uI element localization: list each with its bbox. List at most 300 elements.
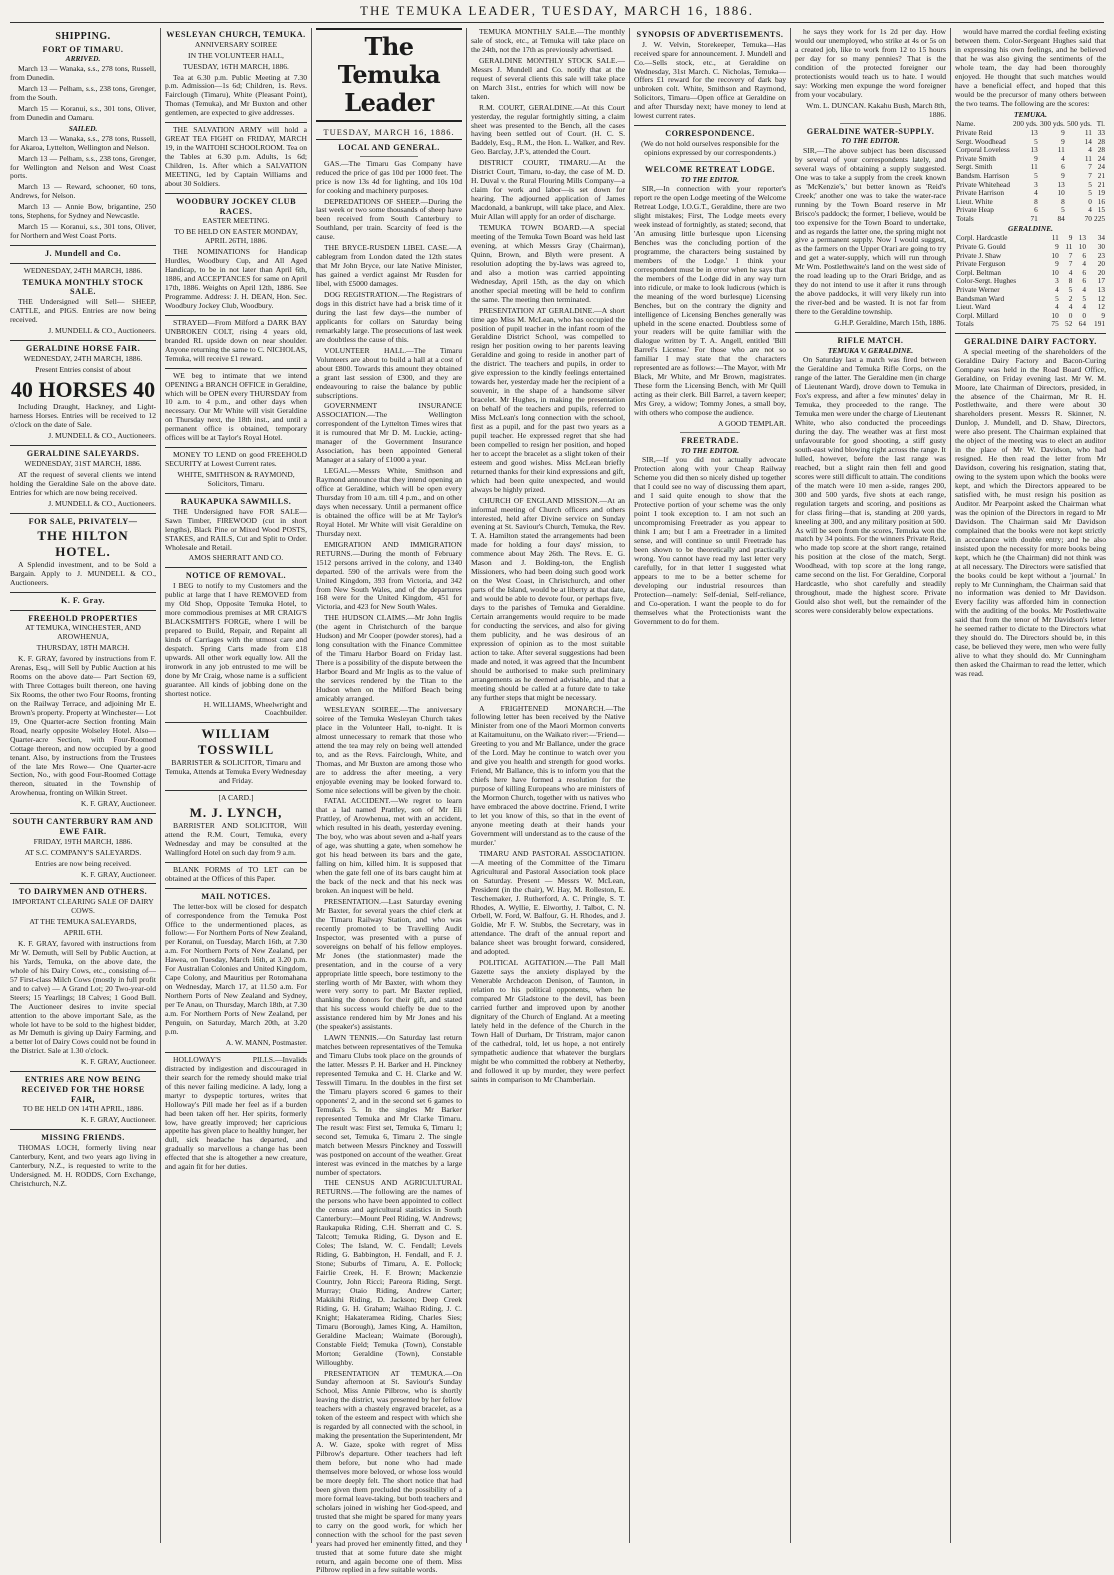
horse-fair-date: WEDNESDAY, 24TH MARCH, 1886. <box>10 355 156 364</box>
dairy-date: APRIL 6TH. <box>10 929 156 938</box>
news-item: CHURCH OF ENGLAND MISSION.—At an informal meeting of Church officers and others interested, held after Divine service on Sunday evening at St. Saviour's Church, Temuka, the Rev. T. A. Hamilton stated the arrangements had been made for holding a four days' mission, to commence about May 26th. The Revs. E. G. Mason and J. Bolding-ton, the English Missioners, who had been doing such good work on the West Coast, in Christchurch, and other parts of the Island, would be at liberty at that date, and would be able to devote four, or perhaps five, days to the parishes of Temuka and Geraldine. Certain arrangements would require to be made for conducting the services, and also for giving them publicity, and he was desirous of an expression of opinion as to the most suitable action to take. After several suggestions had been made and noted, it was agreed that the Incumbent should be authorised to make such preliminary arrangements as he deemed advisable, and that a meeting should be called at a future date to take any further steps that might be necessary. <box>471 497 625 703</box>
score-cell: 17 <box>1087 277 1106 286</box>
temuka-team-label: TEMUKA. <box>955 111 1106 120</box>
divider <box>165 193 307 194</box>
score-cell: 6 <box>1012 206 1039 215</box>
divider <box>10 245 156 246</box>
score-cell: 14 <box>1066 138 1093 147</box>
score-header: 500 yds. <box>1066 120 1093 129</box>
score-cell: 52 <box>1060 320 1074 329</box>
news-item: TEMUKA MONTHLY SALE.—The monthly sale of stock, etc., at Temuka will take place on the 24th, not the 17th as previously advertised. <box>471 28 625 55</box>
freetrade-signature: Wm. L. DUNCAN. Kakahu Bush, March 8th, 1886. <box>795 102 946 120</box>
horse-fair-heading: GERALDINE HORSE FAIR. <box>10 344 156 354</box>
score-cell: 5 <box>1073 295 1087 304</box>
score-cell: 8 <box>1060 277 1074 286</box>
mundell-heading: J. Mundell and Co. <box>10 249 156 259</box>
score-cell: 5 <box>1066 181 1093 190</box>
score-cell: 4 <box>1073 286 1087 295</box>
news-item: DEPREDATIONS OF SHEEP.—During the last week or two some thousands of sheep have been received from South Canterbury to Southland, per train. Scarcity of feed is the cause. <box>316 198 462 243</box>
rifle-match-continued: would have marred the cordial feeling existing between them. Color-Sergeant Hughes said that in expressing his own feelings, and he believed that he was also giving the sentiments of the whole team, the day had been thoroughly enjoyed. He thought that such matches would have a beneficial effect, and hoped that this would be the precursor of many others between the two teams. The following are the scores: <box>955 28 1106 109</box>
score-cell: Corpl. Beltman <box>955 269 1046 278</box>
divider <box>680 161 741 162</box>
score-cell: Sergt. Woodhead <box>955 138 1012 147</box>
score-cell: 0 <box>1073 312 1087 321</box>
arrived-label: ARRIVED. <box>10 55 156 64</box>
column-6 <box>795 28 946 1543</box>
score-cell: 9 <box>1046 260 1060 269</box>
news-item: FATAL ACCIDENT.—We regret to learn that a lad named Prattley, son of Mr Eli Prattley, of Arowhenua, met with an accident, which resulted in his death, yesterday evening. The boy, who was about seven and a-half years of age, was shutting a gate, when somehow he got his head between its bars and the gate, falling on him, killed him. It is supposed that when the gate fell one of its bars caught him at the back of the neck and that his neck was broken. An inquest will be held. <box>316 797 462 895</box>
holloway-advert: HOLLOWAY'S PILLS.—Invalids distracted by indigestion and discouraged in their search for the remedy should make trial of this never failing medicine. A lady, long a martyr to dyspeptic tortures, writes that Holloway's Pill made her feel as if a burden had been taken off her. Her spirits, formerly low, have greatly improved; her capricious appetite has given place to healthy hunger, her dull, sick headache has departed, and gradually so marvellous a change has been effected that she is altogether a new creature, and again fit for her duties. <box>165 1056 307 1172</box>
ram-fair-place: AT S.C. COMPANY'S SALEYARDS. <box>10 849 156 858</box>
score-cell: Private Smith <box>955 155 1012 164</box>
water-supply-signature: G.H.P. Geraldine, March 15th, 1886. <box>795 319 946 328</box>
horse-fair-signature: J. MUNDELL & CO., Auctioneers. <box>10 432 156 441</box>
freehold-body: K. F. GRAY, favored by instructions from F. Arenas, Esq., will Sell by Public Auction at his Rooms on the above date— Part Section 69, with Three Cottages built thereon, one having Six Rooms, the other two Four Rooms, fronting on the Railway Terrace, and adjoining Mr E. Brown's property. Property at Winchester— Lot 19, One Quarter-acre Section fronting Main Road, nearly opposite Wolseley Hotel. Also— Quarter-acre Section, with Four-Roomed Cottage thereon, and now occupied by a good tenant. Also, by instructions from the Trustees of the late Mrs Rowe— One Quarter-acre Section, No., with good Four-Roomed Cottage thereon, situated in the Township of Arowhenua, fronting on Wilkin Street. <box>10 655 156 798</box>
raukapuka-heading: RAUKAPUKA SAWMILLS. <box>165 497 307 507</box>
freetrade-letter: SIR,—If you did not actually advocate Protection along with your Cheap Railway Scheme you did then so nicely dished up together that I could see no way of discussing them apart, and I said quite enough to show that the Protective portion of your scheme was the only point I took exception to. I am not such an uncompromising Freetrader as you appear to think I am; but I am a Freetrader in a limited sense, and will continue so until Freetrade has been shown to be theoretically and practically wrong. You cannot have read my last letter very carefully, for in that letter I suggested what appears to me to be a better scheme for developing our industrial resources than Protection—namely: Self-denial, Self-reliance, and Co-operation. I want the people to do for themselves what the Protectionists want the Government to do for them. <box>634 456 786 626</box>
score-cell: Color-Sergt. Hughes <box>955 277 1046 286</box>
score-cell: 4 <box>1073 260 1087 269</box>
score-cell: Lieut. White <box>955 198 1012 207</box>
woodbury-held: TO BE HELD ON EASTER MONDAY, APRIL 26TH, 1886. <box>165 228 307 246</box>
divider <box>10 445 156 446</box>
column-rule <box>466 28 467 1543</box>
saleyards-signature: J. MUNDELL & CO., Auctioneers. <box>10 500 156 509</box>
score-cell: Private Harrison <box>955 189 1012 198</box>
score-cell: Corpl. Hardcastle <box>955 234 1046 243</box>
shipping-entry: March 13 — Wanaka, s.s., 278 tons, Russell, for Akaroa, Lyttelton, Wellington and Nelson. <box>10 135 156 153</box>
news-item: GOVERNMENT INSURANCE ASSOCIATION.—The Wellington correspondent of the Lyttelton Times wires that it is rumoured that Mr D. M. Luckie, acting-manager of the Government Insurance Association, has been appointed General Manager at a salary of £1000 a year. <box>316 402 462 465</box>
score-totals-row <box>955 320 1106 329</box>
ram-fair-signature: K. F. GRAY, Auctioneer. <box>10 871 156 880</box>
shipping-heading: SHIPPING. <box>10 31 156 43</box>
welcome-retreat-heading: WELCOME RETREAT LODGE. <box>634 165 786 175</box>
freehold-signature: K. F. GRAY, Auctioneer. <box>10 800 156 809</box>
wesleyan-heading: WESLEYAN CHURCH, TEMUKA. <box>165 30 307 40</box>
news-item: POLITICAL AGITATION.—The Pall Mall Gazette says the anxiety displayed by the Venerable Archdeacon Denison, of Taunton, in relation to his political opponents, when he compared Mr Gladstone to the devil, has been carried further and improved upon by another dignitary of the Church of England. At a meeting lately held in the defence of the Church in the Town Hall of Durham, Dr Tristram, major canon of the cathedral, told, let us hope, a not entirely sympathetic audience that whatever the burglars might be who committed the robbery at Netherby, and followed it up by murder, they were perfect saints in comparison to Mr Chamberlain. <box>471 959 625 1084</box>
wesleyan-date: TUESDAY, 16TH MARCH, 1886. <box>165 63 307 72</box>
divider <box>165 493 307 494</box>
news-item: GERALDINE MONTHLY STOCK SALE.—Messrs J. Mundell and Co. notify that at the request of several clients this sale will take place on March 31st., entries for which will now be taken. <box>471 57 625 102</box>
divider <box>165 790 307 791</box>
score-cell: Private Heap <box>955 206 1012 215</box>
score-cell: 7 <box>1066 172 1093 181</box>
woodbury-subheading: EASTER MEETING. <box>165 217 307 226</box>
score-cell: 9 <box>1039 129 1066 138</box>
saleyards-heading: GERALDINE SALEYARDS. <box>10 449 156 459</box>
ram-fair-heading: SOUTH CANTERBURY RAM AND EWE FAIR. <box>10 817 156 836</box>
score-cell: 4 <box>1060 269 1074 278</box>
issue-date: TUESDAY, MARCH 16, 1886. <box>316 125 462 140</box>
shipping-entry: March 13 — Annie Bow, brigantine, 250 tons, Stephens, for Sydney and Newcastle. <box>10 203 156 221</box>
score-cell: 16 <box>1093 198 1106 207</box>
dairy-subheading: IMPORTANT CLEARING SALE OF DAIRY COWS. <box>10 898 156 916</box>
score-cell: Private J. Shaw <box>955 252 1046 261</box>
score-cell: 12 <box>1087 303 1106 312</box>
dairy-place: AT THE TEMUKA SALEYARDS, <box>10 918 156 927</box>
saleyards-body: AT the request of several clients we intend holding the Geraldine Sale on the above date. Entries for which are now being received. <box>10 471 156 498</box>
score-cell: 9 <box>1060 234 1074 243</box>
divider <box>165 567 307 568</box>
score-cell: 12 <box>1087 295 1106 304</box>
freetrade-heading: FREETRADE. <box>634 436 786 446</box>
score-cell: 5 <box>1039 206 1066 215</box>
freehold-date: THURSDAY, 18TH MARCH. <box>10 644 156 653</box>
column-2 <box>165 28 307 1543</box>
score-cell: Totals <box>955 320 1046 329</box>
score-cell: Private Reid <box>955 129 1012 138</box>
news-item: DOG REGISTRATION.—The Registrars of dogs in this district have had a brisk time of it during the last few days—the number of applicants for collars on Saturday being remarkably large. The prosecutions of last week are doubtless the cause of this. <box>316 291 462 345</box>
strayed-notice: STRAYED—From Milford a DARK BAY UNBROKEN COLT, rising 4 years old, branded RL upside down on near shoulder. Anyone returning the same to C. NICHOLAS, Temuka, will receive £1 reward. <box>165 319 307 364</box>
rifle-match-report: On Saturday last a match was fired between the Geraldine and Temuka Rifle Corps, on the range of the latter. The Geraldine men (in charge of Lieutenant Ward), drove down to Temuka in Fox's express, and after a few minutes' delay in Temuka, they proceeded to the range. The Temuka men were under the charge of Lieutenant White, who also conducted the proceedings during the day. The weather was at first most unfavourable for good shooting, a stiff gusty south-east wind blowing right across the range. It lulled, however, before the last range was reached, but a slight rain then fell and good scores were still difficult to attain. The conditions of the match were 10 men a-side, ranges 200, 300 and 500 yards, five shots at each range, regulation targets and scoring, and positions as for class firing—that is, standing at 200 yards, kneeling at 300, and any military position at 500. As will be seen from the scores, Temuka won the match by 34 points. For the winners Private Reid, who made top score at the short range, retained his position at the close of the match, Sergt. Woodhead, with top score at the long range, came second on the list. For Geraldine, Corporal Hardcastle, who shot carefully and steadily throughout, made the highest score. Private Gould also shot well, but the remainder of the scores were considerably below expectations. <box>795 356 946 616</box>
score-cell: 13 <box>1039 181 1066 190</box>
dairy-factory-report: A special meeting of the shareholders of the Geraldine Dairy Factory and Bacon-Curing Company was held in the Road Board Office, Geraldine, on Friday evening last. Mr W. M. Moore, late Chairman of Directors, presided, in the absence of the Chairman, Mr R. H. Postlethwaite, and there were about 30 shareholders present. Messrs R. Skinner, N. Dunlop, J. Mundell, and D. Shaw, Directors, were also present. The Chairman explained that the object of the meeting was to elect an auditor in the place of Mr W. Davidson, who had resigned. He then read the letter from Mr Davidson, covering his resignation, stating that, owing to the system upon which the books were kept, and which the Directors appeared to be satisfied with, he must resign his position as Auditor. Mr Pearpoint asked the Chairman what was the opinion of the Directors in regard to Mr Davidson. The Chairman said Mr Davidson complained that the books were not kept strictly in accordance with double entry; and he also insisted upon the necessity for more books being kept, which he (the Chairman) did not think was at all necessary. The Directors were satisfied that the books could be kept without a 'journal.' In reply to Mr Cunningham, the Chairman said that no information was denied to Mr Davidson. Every facility was afforded him in connection with the auditing of the books. Mr Postlethwaite said that from the tenor of Mr Davidson's letter he seemed rather to dictate to the Directors what they should do. The Directors should be, in this case, be believed they were, men who were fully alive to what they should do. Mr Cunningham then asked the Chairman to read the letter, which was read. <box>955 348 1106 679</box>
column-rule <box>311 28 312 1543</box>
money-to-lend: MONEY TO LEND on good FREEHOLD SECURITY at Lowest Current rates. <box>165 451 307 469</box>
score-cell: 13 <box>1012 129 1039 138</box>
hilton-hotel-title: THE HILTON HOTEL. <box>10 528 156 559</box>
shipping-entry: March 13 — Pelham, s.s., 238 tons, Grenger, for Wellington and Nelson and West Coast ports. <box>10 155 156 182</box>
divider <box>10 1129 156 1130</box>
divider <box>680 432 741 433</box>
score-cell: 10 <box>1073 243 1087 252</box>
horse-count: 40 HORSES 40 <box>10 377 156 403</box>
divider <box>10 592 156 593</box>
shipping-entry: March 13 — Reward, schooner, 60 tons, Andrews, for Nelson. <box>10 183 156 201</box>
score-cell: 24 <box>1093 155 1106 164</box>
removal-signature: H. WILLIAMS, Wheelwright and Coachbuilder. <box>165 701 307 719</box>
divider <box>955 333 1106 334</box>
news-item: LAWN TENNIS.—On Saturday last return matches between representatives of the Temuka and Timaru Clubs took place on the grounds of the latter. Messrs P. H. Barker and H. Pinckney represented Temuka and C. H. Clarke and W. Tesswill Timaru. In the doubles in the first set the Timaru players scored 6 games to their opponents' 2, and in the second set 6 games to Temuka's 5. In the singles Mr Barker represented Temuka and Mr Clarke Timaru. The result was: First set, Temuka 6, Timaru 1; second set, Temuka 6, Timaru 2. The single match between Messrs Pinckney and Tosswill was postponed on account of the weather. Great interest was evinced in the matches by a large number of spectators. <box>316 1034 462 1177</box>
shipping-entry: March 13 — Wanaka, s.s., 278 tons, Russell, from Dunedin. <box>10 65 156 83</box>
score-cell: 4 <box>1073 303 1087 312</box>
score-cell: 13 <box>1073 234 1087 243</box>
score-cell: 4 <box>1066 146 1093 155</box>
synopsis-heading: SYNOPSIS OF ADVERTISEMENTS. <box>634 30 786 40</box>
score-cell: 8 <box>1012 198 1039 207</box>
score-cell: 84 <box>1039 215 1066 224</box>
score-cell: 70 <box>1066 215 1093 224</box>
divider <box>165 888 307 889</box>
score-cell: 5 <box>1012 138 1039 147</box>
column-7 <box>955 28 1106 1543</box>
horse-fair-intro: Present Entries consist of about <box>10 366 156 375</box>
score-cell: 9 <box>1039 138 1066 147</box>
score-cell: 64 <box>1073 320 1087 329</box>
score-cell: 9 <box>1046 243 1060 252</box>
dairy-factory-heading: GERALDINE DAIRY FACTORY. <box>955 337 1106 347</box>
score-cell: 10 <box>1046 312 1060 321</box>
news-item: PRESENTATION AT TEMUKA.—On Sunday afternoon at St. Saviour's Sunday School, Miss Annie Pilbrow, who is shortly leaving the district, was presented by her fellow teachers with a chastely engraved bracelet, as a token of the esteem and respect with which she is regarded by all connected with the school, in making the presentation the Superintendent, Mr A. W. Gaze, spoke with regret of Miss Pilbrow's departure. Other teachers had left them before, but none who had made themselves more beloved, or whose loss would be more deeply felt. The short notice that had been given them precluded the possibility of a more formal leave-taking, but both teachers and scholars joined in wishing her God-speed, and trusted that she might be spared for many years to carry on the good work, for which her connection with the school for the past seven years had proved her eminently fitted, and they trusted that at some future date she might return, and again become one of them. Miss Pilbrow replied in a few suitable words. <box>316 1370 462 1575</box>
stock-sale-date: WEDNESDAY, 24TH MARCH, 1886. <box>10 267 156 276</box>
branch-office-notice: WE beg to intimate that we intend OPENING a BRANCH OFFICE in Geraldine, which will be OPEN every THURSDAY from 10 a.m. to 4 p.m., and other days when necessary. Our Mr White will visit Geraldine on Thursday next, the 18th inst., and until a permanent office is obtained, temporary offices will be at Taylor's Royal Hotel. <box>165 372 307 444</box>
entries-heading: ENTRIES ARE NOW BEING RECEIVED FOR THE HORSE FAIR, <box>10 1075 156 1104</box>
stock-sale-heading: TEMUKA MONTHLY STOCK SALE. <box>10 278 156 297</box>
temuka-score-table <box>955 120 1106 223</box>
saleyards-date: WEDNESDAY, 31ST MARCH, 1886. <box>10 460 156 469</box>
divider <box>165 122 307 123</box>
wesleyan-subheading: ANNIVERSARY SOIREE <box>165 41 307 50</box>
card-label: [A CARD.] <box>165 794 307 803</box>
score-header: Tl. <box>1093 120 1106 129</box>
score-cell: 4 <box>1012 189 1039 198</box>
score-cell: 20 <box>1087 260 1106 269</box>
raukapuka-signature: AMOS SHERRATT AND CO. <box>165 554 307 563</box>
divider <box>10 340 156 341</box>
water-supply-letter: SIR,—The above subject has been discussed by several of your correspondents lately, and several ways of obtaining a supply suggested. One was to take a supply from the creek known as 'McKenzie's,' but better known as 'Reid's Creek;' another one was to take the water-race running by the Town Board reserve in Mr Brisco's paddock; the former, I believe, would be too expensive for the Town Board to undertake, and as regards the latter one, the spring might not give a permanent supply. Now I would suggest, as the farmers on the Upper Orari are going to try and get a water-supply, which will run through Mr Wm. Postlethwaite's land on the west side of the road leading up to the Orari Bridge, and as they do not intend to use it after it runs through the above paddocks, it will very likely run into the river-bed and be wasted. It is not far from there to the Geraldine township. <box>795 147 946 317</box>
divider <box>165 722 307 723</box>
removal-heading: NOTICE OF REMOVAL. <box>165 571 307 581</box>
freehold-places: AT TEMUKA, WINCHESTER, AND AROWHENUA, <box>10 624 156 642</box>
score-cell: 24 <box>1093 163 1106 172</box>
score-cell: 23 <box>1087 252 1106 261</box>
score-cell: 7 <box>1060 260 1074 269</box>
score-cell: 5 <box>1046 295 1060 304</box>
port-heading: FORT OF TIMARU. <box>10 45 156 55</box>
news-item: TIMARU AND PASTORAL ASSOCIATION.—A meeting of the Committee of the Timaru Agricultural and Pastoral Association took place on Saturday. Present — Messrs W. McLean, President (in the chair), W. Hay, M. Rolleston, E. Teschemaker, J. Rutherford, A. C. Pringle, S. T. Rhodes, A. Wyllie, E. Elworthy, J. Talbot, C. N. Orbell, W. Ford, W. Balfour, G. H. Rhodes, and J. Goldie, Mr F. W. Stubbs, the Secretary, was in attendance. The draft of the annual report and balance sheet was brought forward, considered, and adopted. <box>471 850 625 957</box>
news-item: THE BRYCE-RUSDEN LIBEL CASE.—A cablegram from London dated the 12th states that Mr John Bryce, our late Native Minister, has gained a verdict against Mr Rusden for libel, with £5000 damages. <box>316 244 462 289</box>
score-cell: 13 <box>1087 286 1106 295</box>
paper-title-block <box>316 28 462 122</box>
masthead: THE TEMUKA LEADER, TUESDAY, MARCH 16, 1886. <box>0 0 1114 24</box>
score-totals-row <box>955 215 1106 224</box>
news-item: TEMUKA TOWN BOARD.—A special meeting of the Temuka Town Board was held last evening, at which Messrs Gray (Chairman), Quinn, Brown, and Blyth were present. A resolution adopting the by-laws was agreed to, and also a motion was carried appointing Wednesday, April 15th, as the day on which another special meeting will be held to confirm the same. The meeting then terminated. <box>471 224 625 305</box>
entries-signature: K. F. GRAY, Auctioneer. <box>10 1116 156 1125</box>
woodbury-body: THE NOMINATIONS for Handicap Hurdles, Woodbury Cup, and All Aged Handicap, to be in not later than April 6th, 1886, and ACCEPTANCES for same on April 17th, 1886. Weights on April 12th, 1886. See Programme. Address: J. H. DEAN, Hon. Sec. Woodbury Jockey Club, Woodbury. <box>165 248 307 311</box>
removal-body: I BEG to notify to my Customers and the public at large that I have REMOVED from my Old Shop, Opposite Temuka Hotel, to more commodious premises at MR CRAIG'S BLACKSMITH'S FORGE, where I will be prepared to Build, Repair, and Repaint all kinds of Carriages with the utmost care and despatch. Spring Carts made from £18 upwards. All other work equally low. All the ironwork in any job entrusted to me will be done by Mr Craig, whose name is a sufficient guarantee. All kinds of jobbing done on the shortest notice. <box>165 582 307 698</box>
welcome-retreat-signature: A GOOD TEMPLAR. <box>634 420 786 429</box>
entries-date: TO BE HELD ON 14TH APRIL, 1886. <box>10 1105 156 1114</box>
score-cell: 5 <box>1060 286 1074 295</box>
score-cell: Totals <box>955 215 1012 224</box>
score-cell: 11 <box>1060 243 1074 252</box>
score-cell: 20 <box>1087 269 1106 278</box>
column-rule <box>950 28 951 1543</box>
score-cell: 0 <box>1066 198 1093 207</box>
score-cell: 0 <box>1060 312 1074 321</box>
score-cell: 34 <box>1087 234 1106 243</box>
column-rule <box>629 28 630 1543</box>
score-cell: 28 <box>1093 146 1106 155</box>
score-cell: 6 <box>1073 269 1087 278</box>
private-sale-heading: FOR SALE, PRIVATELY— <box>10 517 156 527</box>
score-cell: 225 <box>1093 215 1106 224</box>
score-cell: 8 <box>1039 198 1066 207</box>
water-supply-heading: GERALDINE WATER-SUPPLY. <box>795 127 946 137</box>
divider <box>10 813 156 814</box>
shipping-entry: March 13 — Pelham, s.s., 238 tons, Grenger, from the South. <box>10 85 156 103</box>
divider <box>795 332 946 333</box>
paper-title: The Temuka Leader <box>316 33 462 117</box>
score-cell: 9 <box>1087 312 1106 321</box>
divider <box>10 610 156 611</box>
missing-friends-heading: MISSING FRIENDS. <box>10 1133 156 1143</box>
column-rule <box>160 28 161 1543</box>
divider <box>840 123 900 124</box>
lynch-body: BARRISTER AND SOLICITOR, Will attend the R.M. Court, Temuka, every Wednesday and may be consulted at the Wallingford Hotel on such day from 9 a.m. <box>165 822 307 858</box>
divider <box>165 368 307 369</box>
score-cell: Bandsm. Harrison <box>955 172 1012 181</box>
news-item: LEGAL.—Messrs White, Smithson and Raymond announce that they intend opening an office at Geraldine, which will be open every Thursday from 10 a.m. till 4 p.m., and on other days when necessary. Until a permanent office is obtained the office will be at Mr Taylor's Royal Hotel. Mr White will visit Geraldine on Thursday next. <box>316 467 462 539</box>
news-item: PRESENTATION AT GERALDINE.—A short time ago Miss M. McLean, who has occupied the position of pupil teacher in the infant room of the Geraldine District School, was compelled to resign her position owing to her parents leaving Geraldine and going to reside in another part of the district. The teachers and pupils, in order to give expression to the kindly feelings entertained towards her, yesterday made her the recipient of a souvenir, in the shape of a handsome silver bracelet. Mr Hughes, in making the presentation on behalf of the teachers and pupils, referred to Miss McLean's long connection with the school, first as a pupil, and for the past two years as a pupil teacher. He expressed regret that she had been compelled to resign her position, and hoped her to accept the bracelet as a slight token of their esteem and good wishes. Miss McLean briefly returned thanks for their kind expressions and gift, which had been quite unexpected, and would always be highly prized. <box>471 307 625 495</box>
score-cell: 191 <box>1087 320 1106 329</box>
missing-friends-body: THOMAS LOCH, formerly living near Canterbury, Kent, and two years ago living in Canterbury, N.Z., is requested to write to the Undersigned. M. H. RODDS, Corn Exchange, Christchurch, N.Z. <box>10 1144 156 1189</box>
stock-sale-body: THE Undersigned will Sell— SHEEP, CATTLE, and PIGS. Entries are now being received. <box>10 298 156 325</box>
divider <box>10 263 156 264</box>
woodbury-heading: WOODBURY JOCKEY CLUB RACES. <box>165 197 307 216</box>
score-cell: Sergt. Smith <box>955 163 1012 172</box>
wesleyan-place: IN THE VOLUNTEER HALL, <box>165 52 307 61</box>
dairy-heading: TO DAIRYMEN AND OTHERS. <box>10 887 156 897</box>
mail-notices-heading: MAIL NOTICES. <box>165 892 307 902</box>
lynch-name: M. J. LYNCH, <box>165 805 307 820</box>
score-cell: Private Whitehead <box>955 181 1012 190</box>
score-cell: 11 <box>1066 155 1093 164</box>
news-item: DISTRICT COURT, TIMARU.—At the District Court, Timaru, to-day, the case of M. D. H. Duval v. the Rural Flouring Mills Company—a claim for work and labor—is set down for hearing. The adjourned application of James Macdonald, a bankrupt, will take place, and Alex. Muir Allan will apply for an order of discharge. <box>471 159 625 222</box>
score-cell: 3 <box>1046 277 1060 286</box>
stock-sale-signature: J. MUNDELL & CO., Auctioneers. <box>10 327 156 336</box>
score-cell: 4 <box>1046 303 1060 312</box>
masthead-rule <box>10 22 1104 23</box>
tosswill-body: BARRISTER & SOLICITOR, Timaru and Temuka, Attends at Temuka Every Wednesday and Friday. <box>165 759 307 786</box>
score-cell: 33 <box>1093 129 1106 138</box>
score-cell: 2 <box>1060 295 1074 304</box>
score-cell: 6 <box>1073 277 1087 286</box>
score-cell: 21 <box>1093 181 1106 190</box>
rifle-match-heading: RIFLE MATCH. <box>795 336 946 346</box>
column-5 <box>634 28 786 1543</box>
divider <box>10 883 156 884</box>
score-cell: 19 <box>1093 189 1106 198</box>
news-item: THE HUDSON CLAIMS.—Mr John Inglis (the agent in Christchurch of the barque Hudson) and Mr Cooper (powder stores), had a long consultation with the Finance Committee of the Timaru Harbor Board on Friday last. There is a possibility of the dispute between the Harbor Board and Mr Inglis as to the value of the services rendered by the Titan to the Hudson when on the Milford Beach being amicably arranged. <box>316 614 462 704</box>
score-cell: 10 <box>1046 252 1060 261</box>
score-cell: Lieut. Ward <box>955 303 1046 312</box>
column-4 <box>471 28 625 1543</box>
mail-notices-body: The letter-box will be closed for despatch of correspondence from the Temuka Post Office to the undermentioned places, as follow:— For Northern Ports of New Zealand, per Koranui, on Tuesday, March 16th, at 7.30 a.m. For Northern Ports of New Zealand, per Hawea, on Tuesday, March 16th, at 3.20 p.m. For Australian Colonies and United Kingdom, Cape Colony, and Mauritius per Rotomahana on Wednesday, March 17, at 11.50 a.m. For Northern Ports of New Zealand and Sydney, per Te Anau, on Thursday, March 18th, at 7.30 a.m. For Northern Ports of New Zealand, per Penguin, on Saturday, March 20th, at 3.20 p.m. <box>165 903 307 1037</box>
blank-forms-notice: BLANK FORMS of TO LET can be obtained at the Offices of this Paper. <box>165 866 307 884</box>
freetrade-letter-continued: he says they work for 1s 2d per day. How would our unemployed, who strike at 4s or 5s on a created job, like to work from 12 to 15 hours per day for so many pennies? That is the condition of the protected foreigner our protectionists would teach us to hate. I would say: Working men expunge the word foreigner from your vocabulary. <box>795 28 946 100</box>
raukapuka-body: THE Undersigned have FOR SALE— Sawn Timber, FIREWOOD (cut in short lengths), Black Pine or Mixed Wood POSTS, STAKES, and RAILS, Cut and Split to Order. Wholesale and Retail. <box>165 508 307 553</box>
score-cell: Bandsman Ward <box>955 295 1046 304</box>
score-cell: 6 <box>1073 252 1087 261</box>
news-item: THE CENSUS AND AGRICULTURAL RETURNS.—The following are the names of the persons who have been appointed to collect the census and agricultural statistics in South Canterbury:—Mount Peel Riding, W. Andrews; Raukapuka Riding, C.H. Sherratt and C. S. Talcott; Temuka Riding, G. Dyson and E. Coles; The Island, W. C. Fendall; Levels Riding, G. Babbington, H. Fendall, and F. J. Stone; Suburbs of Timaru, A. E. Pollock; Fairlie Creek, H. F. Brown; Mackenzie Country, John Ricci; Pareora Riding, Sergt. Murray; Otaio Riding, Andrew Carter; Makikihi Riding, D. Jackson; Deep Creek Riding, G. H. Graham; Waihao Riding, J. C. Knight; Hakateramea Riding, Charles Sies; Timaru (Borough), James King, A. Hamilton, Geraldine Maclean; Waimate (Borough), Constable Field; Temuka (Town), Constable Morton; Geraldine (Town), Constable Willoughby. <box>316 1179 462 1367</box>
score-cell: 4 <box>1046 286 1060 295</box>
divider <box>165 315 307 316</box>
score-cell: 15 <box>1093 206 1106 215</box>
score-cell: 4 <box>1060 303 1074 312</box>
geraldine-team-label: GERALDINE. <box>955 225 1106 234</box>
column-1 <box>10 28 156 1543</box>
dairy-signature: K. F. GRAY, Auctioneer. <box>10 1058 156 1067</box>
to-editor-label: TO THE EDITOR. <box>634 447 786 456</box>
score-cell: 71 <box>1012 215 1039 224</box>
column-rule <box>790 28 791 1543</box>
to-editor-label: TO THE EDITOR. <box>634 176 786 185</box>
mail-signature: A. W. MANN, Postmaster. <box>165 1039 307 1048</box>
score-cell: 5 <box>1066 189 1093 198</box>
score-cell: 9 <box>1039 172 1066 181</box>
freehold-heading: FREEHOLD PROPERTIES <box>10 614 156 624</box>
synopsis-body: J. W. Velvin, Storekeeper, Temuka—Has received spare for announcement. J. Mundell and Co.—Sells stock, etc., at Geraldine on Wednesday, 31st March. C. Nicholas, Temuka—Offers £1 reward for the recovery of dark bay unbroken colt. White, Smithson and Raymond, Solicitors, Timaru—Open office at Geraldine on and after Thursday next; have money to lend at lowest current rates. <box>634 41 786 122</box>
hilton-hotel-body: A Splendid investment, and to be Sold a Bargain. Apply to J. MUNDELL & CO., Auctioneers. <box>10 561 156 588</box>
score-cell: 6 <box>1039 163 1066 172</box>
score-cell: 28 <box>1093 138 1106 147</box>
score-cell: 30 <box>1087 243 1106 252</box>
welcome-retreat-letter: SIR,—In connection with your reporter's report re the open Lodge meeting of the Welcome Retreat Lodge, I.O.G.T., Geraldine, there are two slight mistakes; First, The Lodge meets every week instead of fortnightly, as stated; second, that 'An amusing little burlesque upon Licensing Benches was the concluding portion of the programme, the characters being sustained by members of the Lodge.' I think your correspondent must be in error when he says that the members of the Lodge did in any way turn into ridicule, or make to look ludicrous (which is the meaning of the word burlesque) Licensing Benches, but on the contrary the dignity and intelligence of Licensing Benches generally was upheld in the scene enacted. Doubtless some of your readers will be quite familiar with the dialogue written by T. A. Angell, entitled 'Bill Barrel's License.' For those who are not so familiar I may state that the characters represented are as follows:—The Mayor, with Mr Black, Mr White, and Mr Brown, magistrates. These form the Licensing Bench, with Mr Quill acting as their clerk. Bill Barrel, a tavern keeper; Mrs Grey, a widow; Tommy Jones, a small boy, with others who compose the audience. <box>634 185 786 418</box>
score-cell: Private G. Gould <box>955 243 1046 252</box>
shipping-entry: March 15 — Koranui, s.s., 301 tons, Oliver, for Northern and West Coast Ports. <box>10 223 156 241</box>
sailed-label: SAILED. <box>10 125 156 134</box>
column-3 <box>316 28 462 1543</box>
score-cell: 4 <box>1039 155 1066 164</box>
salvation-army-notice: THE SALVATION ARMY will hold a GREAT TEA FIGHT on FRIDAY, MARCH 19, in the WAITOHI SCHOOLROOM. Tea on the Tables at 6.30 p.m. Adults, 1s 6d; Children, 1s. After which a SALVATION MEETING, led by Captain Williams and about 30 Soldiers. <box>165 126 307 189</box>
score-cell: 9 <box>1012 155 1039 164</box>
gray-heading: K. F. Gray. <box>10 596 156 606</box>
horse-fair-body: Including Draught, Hackney, and Light-harness Horses. Entries will be received to 12 o'clock on the date of Sale. <box>10 403 156 430</box>
divider <box>360 156 418 157</box>
score-header: Name. <box>955 120 1012 129</box>
score-header: 200 yds. <box>1012 120 1039 129</box>
divider <box>10 513 156 514</box>
score-header: 300 yds. <box>1039 120 1066 129</box>
divider <box>165 862 307 863</box>
news-item: R.M. COURT, GERALDINE.—At this Court yesterday, the regular fortnightly sitting, a claim sheet was presented to the Bench, all the cases having been settled out of Court. (H. C. S. Baddely, Esq., R.M., the Hon. L. Walker, and Rev. Geo. Barclay, J.P.'s, attended the Court. <box>471 104 625 158</box>
ram-fair-date: FRIDAY, 19TH MARCH, 1886. <box>10 838 156 847</box>
to-editor-label: TO THE EDITOR. <box>795 137 946 146</box>
score-cell: 21 <box>1093 172 1106 181</box>
correspondence-heading: CORRESPONDENCE. <box>634 129 786 139</box>
ram-fair-body: Entries are now being received. <box>10 860 156 869</box>
score-cell: 3 <box>1012 181 1039 190</box>
score-cell: 4 <box>1066 206 1093 215</box>
local-general-heading: LOCAL AND GENERAL. <box>316 143 462 153</box>
rifle-match-subheading: TEMUKA V. GERALDINE. <box>795 347 946 356</box>
score-cell: 7 <box>1060 252 1074 261</box>
correspondence-note: (We do not hold ourselves responsible for the opinions expressed by our correspondents.) <box>634 140 786 158</box>
tosswill-name: WILLIAM TOSSWILL <box>165 726 307 757</box>
news-item: VOLUNTEER HALL.—The Timaru Volunteers are about to build a hall at a cost of about £800. Towards this amount they obtained a grant last session of £300, and they are endeavouring to raise the balance by public subscriptions. <box>316 347 462 401</box>
score-cell: Corpl. Millard <box>955 312 1046 321</box>
news-item: WESLEYAN SOIREE.—The anniversary soiree of the Temuka Wesleyan Church takes place in the Volunteer Hall, to-night. It is almost unnecessary to remark that those who attend the tea may rely on being well attended to, and as the Revs. Fairclough, White, and Thomas, and Mr Buxton are among those who are to address the after meeting, a very enjoyable evening may be looked forward to. Some nice selections will be given by the choir. <box>316 706 462 796</box>
wesleyan-body: Tea at 6.30 p.m. Public Meeting at 7.30 p.m. Admission—1s 6d; Children, 1s. Revs. Fairclough (Timaru), White (Pleasant Point), Thomas (Temuka), and Mr Buxton and other gentlemen, are expected to give addresses. <box>165 74 307 119</box>
news-item: A FRIGHTENED MONARCH.—The following letter has been received by the Native Minister from one of the Maori Mormon converts at Kaitamuitunu, on the Waikato river:—'Friend—Greeting to you and Mr Ballance, under the grace of the Lord. May he continue to watch over you and give you health and strength for good works. Friend, Mr Ballance, this is to inform you that the chiefs here have formed a resolution for the purpose of killing Europeans who are ministers of the Mormon Church, together with us natives who have embraced the above doctrine. Friend, I write to let you know of this, so that in the event of anyone meeting death at their hands your Government will understand as to the cause of the murder.' <box>471 705 625 848</box>
score-cell: Private Werner <box>955 286 1046 295</box>
dairy-body: K. F. GRAY, favored with instructions from Mr W. Demuth, will Sell by Public Auction, at his Yards, Temuka, on the above date, the whole of his Dairy Cows, etc., consisting of— 57 First-class Milch Cows (mostly in full profit and to calve) — A Grand Lot; 20 Two-year-old Steers; 15 Yearlings; 18 Calves; 1 Good Bull. The Auctioneer desires to invite special attention to the above important Sale, as the whole lot have to be sold to the highest bidder, as Mr Demuth is giving up Dairy Farming, and a better lot of Dairy Cows could not be found in the District. Sale at 1.30 o'clock. <box>10 940 156 1056</box>
score-cell: Private Ferguson <box>955 260 1046 269</box>
score-cell: 10 <box>1039 189 1066 198</box>
score-cell: 11 <box>1039 146 1066 155</box>
divider <box>10 1071 156 1072</box>
score-cell: 13 <box>1012 146 1039 155</box>
news-item: GAS.—The Timaru Gas Company have reduced the price of gas 10d per 1000 feet. The price is now 13s 4d for lighting, and 10s 10d for cooking and machinery purposes. <box>316 160 462 196</box>
divider <box>165 1052 307 1053</box>
divider <box>634 125 786 126</box>
score-cell: Corporal Loveless <box>955 146 1012 155</box>
score-cell: 11 <box>1012 163 1039 172</box>
news-item: PRESENTATION.—Last Saturday evening Mr Baxter, for several years the chief clerk at the Timaru Railway Station, and who was recently promoted to be Travelling Audit Inspector, was presented with a purse of sovereigns on behalf of his fellow employes. Mr Jones (the stationmaster) made the presentation, and in the course of a very appropriate little speech, bore testimony to the sterling worth of Mr Baxter, with whom they were very sorry to part. Mr Baxter replied, thanking the donors for their gift, and stated that his success would chiefly be due to the assistance rendered him by Mr Jones and his (the speaker's) assistants. <box>316 898 462 1032</box>
shipping-entry: March 15 — Koranui, s.s., 301 tons, Oliver, from Dunedin and Oamaru. <box>10 105 156 123</box>
score-cell: 75 <box>1046 320 1060 329</box>
geraldine-score-table <box>955 234 1106 329</box>
score-cell: 11 <box>1046 234 1060 243</box>
score-cell: 7 <box>1066 163 1093 172</box>
score-cell: 5 <box>1012 172 1039 181</box>
divider <box>165 447 307 448</box>
money-signature: WHITE, SMITHSON & RAYMOND, Solicitors, Timaru. <box>165 471 307 489</box>
score-cell: 11 <box>1066 129 1093 138</box>
score-cell: 10 <box>1046 269 1060 278</box>
news-item: EMIGRATION AND IMMIGRATION RETURNS.—During the month of February 1512 persons arrived in the colony, and 1340 departed. 590 of the arrivals were from the United Kingdom, 393 from Victoria, and 342 from New South Wales, and of the departures 168 were for the United Kingdom, 451 for Victoria, and 423 for New South Wales. <box>316 541 462 613</box>
